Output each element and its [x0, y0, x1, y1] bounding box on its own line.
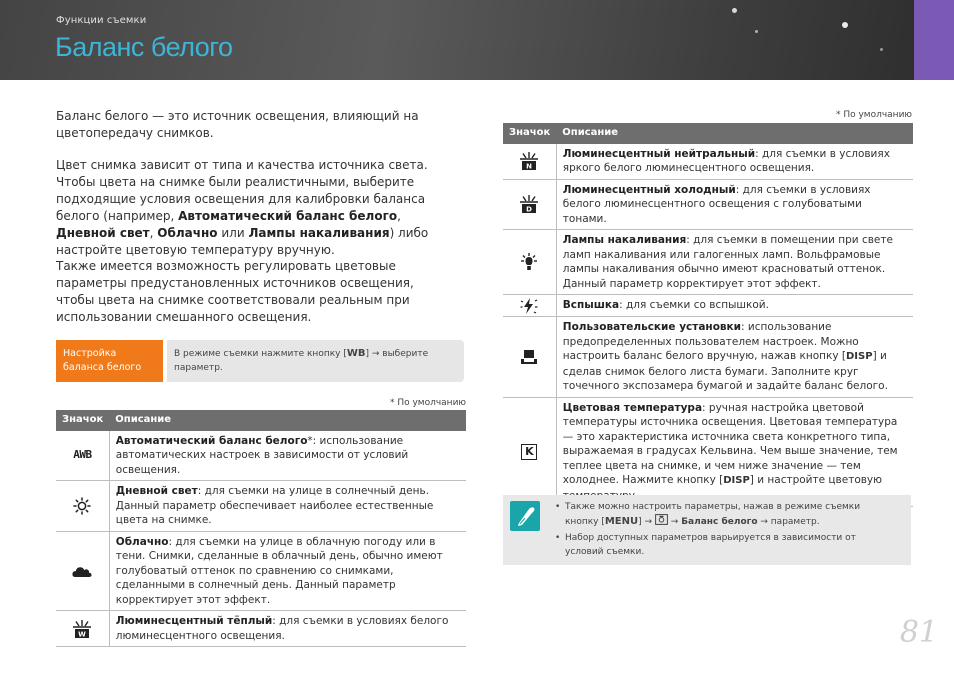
sparkle-decoration: [732, 8, 737, 13]
table-row: D Люминесцентный холодный: для съемки в условиях белого люминесцентного освещения с голубоватыми тонами.: [503, 179, 913, 230]
page-number: 81: [899, 615, 938, 650]
table-row: Вспышка: для съемки со вспышкой.: [503, 295, 913, 317]
chapter-tab: [914, 0, 954, 80]
table-row: Пользовательские установки: использование предопределенных пользователем настроек. Можно настроить баланс белого вручную, нажав кнопку [DISP] и сделав снимок белого листа бумаги. Заполните круг точечного экспозамера бумагой и задайте баланс белого.: [503, 317, 913, 398]
menu-key-label: MENU: [604, 516, 639, 527]
fluorescent-neutral-icon: [519, 151, 539, 171]
sparkle-decoration: [755, 30, 758, 33]
table-row: Дневной свет: для съемки на улице в солнечный день. Данный параметр обеспечивает наиболее естественные цвета на снимке.: [56, 481, 466, 532]
intro-paragraph-1: Баланс белого — это источник освещения, влияющий на цветопередачу снимков.: [56, 109, 419, 140]
white-balance-table-right: [503, 123, 913, 507]
awb-icon: AWB: [73, 447, 92, 461]
sparkle-decoration: [880, 48, 883, 51]
table-row: K Цветовая температура: ручная настройка цветовой температуры источника освещения. Цветовая температура — это характеристика источника света конкретного типа, выражаемая в градусах Кельвина. Чем выше значение, тем теплее цвета на снимке, и чем ниже значение — тем холоднее. Нажмите кнопку [DISP] и настройте цветовую: [503, 397, 913, 507]
disp-key-label: DISP: [846, 351, 873, 362]
note-pen-icon: [510, 501, 540, 531]
daylight-icon: [73, 497, 91, 515]
note-item: • Набор доступных параметров варьируется в зависимости от условий съемки.: [555, 531, 895, 559]
column-header-icon: Значок: [56, 410, 109, 431]
table-row: Облачно: для съемки на улице в облачную погоду или в тени. Снимки, сделанные в облачный день, обычно имеют голубоватый оттенок по сравнению со снимками, сделанными в солнечный день. Данный параметр корректирует этот эффект.: [56, 531, 466, 611]
step-instruction: [56, 340, 464, 382]
table-row: W Люминесцентный тёплый: для съемки в условиях белого люминесцентного освещения.: [56, 611, 466, 647]
table-row: N Люминесцентный нейтральный: для съемки в условиях яркого белого люминесцентного освещения.: [503, 144, 913, 180]
svg-text:D: D: [526, 205, 533, 214]
white-balance-table-left: [56, 410, 466, 647]
column-header-description: Описание: [556, 123, 913, 144]
info-note: [503, 495, 911, 565]
custom-wb-icon: [520, 349, 538, 365]
step-label: Настройка баланса белого: [56, 340, 163, 382]
disp-key-label: DISP: [723, 475, 750, 486]
default-note-left: * По умолчанию: [389, 398, 466, 408]
column-header-icon: Значок: [503, 123, 556, 144]
camera-settings-icon: [655, 514, 668, 525]
cloudy-icon: [72, 564, 92, 578]
section-label: Функции съемки: [56, 15, 147, 26]
step-body: В режиме съемки нажмите кнопку [WB] → выберите параметр.: [167, 340, 464, 382]
color-temperature-icon: K: [521, 444, 537, 460]
fluorescent-cool-icon: [519, 194, 539, 214]
svg-text:W: W: [78, 630, 87, 638]
intro-paragraph-2: Цвет снимка зависит от типа и качества источника света. Чтобы цвета на снимке были реалистичными, выберите подходящие условия освещения для калибровки баланса белого (например, Автоматический баланс белого, Дневной свет, Облачно или Лампы накаливания) либо настройте цветовую температуру вручную.: [56, 158, 429, 257]
fluorescent-warm-icon: [72, 619, 92, 639]
sparkle-decoration: [842, 22, 848, 28]
table-row: AWB Автоматический баланс белого*: использование автоматических настроек в зависимости от условий освещения.: [56, 431, 466, 481]
tungsten-icon: [519, 252, 539, 272]
svg-text:N: N: [526, 162, 533, 171]
column-header-description: Описание: [109, 410, 466, 431]
wb-key-label: WB: [346, 348, 366, 359]
default-note-right: * По умолчанию: [835, 110, 912, 120]
note-item: • Также можно настроить параметры, нажав в режиме съемки кнопку [MENU] → → Баланс белого → параметр.: [555, 500, 895, 529]
flash-icon: [519, 297, 539, 315]
intro-paragraph-3: Также имеется возможность регулировать цветовые параметры предустановленных источников освещения, чтобы цвета на снимке соответствовали реальным при использовании смешанного освещения.: [56, 259, 414, 324]
page-title: Баланс белого: [55, 32, 233, 62]
table-row: Лампы накаливания: для съемки в помещении при свете ламп накаливания или галогенных ламп. Вольфрамовые лампы накаливания обычно имеют красноватый оттенок. Данный параметр корректирует этот эффект.: [503, 230, 913, 295]
